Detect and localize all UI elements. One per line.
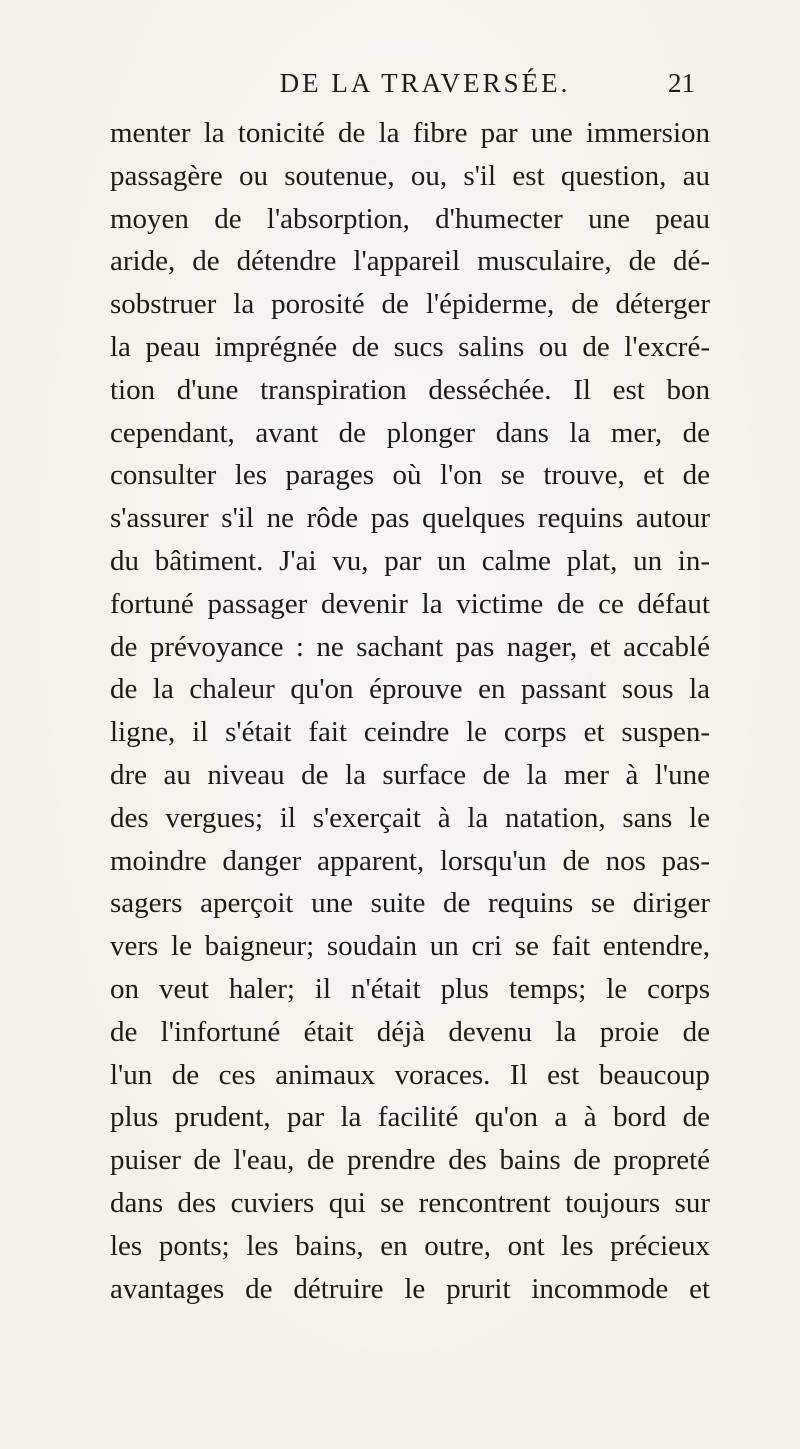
running-head: [155, 62, 695, 102]
text-line: sobstruer la porosité de l'épiderme, de déterger: [110, 288, 710, 321]
text-line: dre au niveau de la surface de la mer à l'une: [110, 758, 710, 791]
text-line: avantages de détruire le prurit incommode et: [110, 1272, 710, 1305]
text-line: l'un de ces animaux voraces. Il est beaucoup: [110, 1058, 710, 1091]
text-line: moindre danger apparent, lorsqu'un de nos pas-: [110, 844, 710, 877]
text-line: s'assurer s'il ne rôde pas quelques requins autour: [110, 502, 710, 535]
text-line: des vergues; il s'exerçait à la natation, sans le: [110, 801, 710, 834]
text-line: on veut haler; il n'était plus temps; le corps: [110, 972, 710, 1005]
text-line: vers le baigneur; soudain un cri se fait entendre,: [110, 930, 710, 963]
text-line: tion d'une transpiration desséchée. Il est bon: [110, 373, 710, 406]
text-line: de l'infortuné était déjà devenu la proie de: [110, 1015, 710, 1048]
text-line: passagère ou soutenue, ou, s'il est question, au: [110, 159, 710, 192]
text-line: la peau imprégnée de sucs salins ou de l'excré-: [110, 330, 710, 363]
text-line: de la chaleur qu'on éprouve en passant sous la: [110, 673, 710, 706]
text-line: moyen de l'absorption, d'humecter une peau: [110, 202, 710, 235]
text-line: cependant, avant de plonger dans la mer, de: [110, 416, 710, 449]
text-line: puiser de l'eau, de prendre des bains de propreté: [110, 1144, 710, 1177]
text-line: fortuné passager devenir la victime de ce défaut: [110, 587, 710, 620]
running-title: DE LA TRAVERSÉE.: [279, 68, 571, 98]
text-line: dans des cuviers qui se rencontrent toujours sur: [110, 1186, 710, 1219]
text-line: les ponts; les bains, en outre, ont les précieux: [110, 1229, 710, 1262]
page-number: 21: [668, 68, 695, 98]
text-line: plus prudent, par la facilité qu'on a à bord de: [110, 1101, 710, 1134]
text-line: menter la tonicité de la fibre par une immersion: [110, 117, 710, 149]
text-line: consulter les parages où l'on se trouve, et de: [110, 459, 710, 492]
body-text: [110, 112, 710, 1310]
text-line: ligne, il s'était fait ceindre le corps et suspen-: [110, 716, 710, 749]
text-line: du bâtiment. J'ai vu, par un calme plat, un in-: [110, 544, 710, 577]
text-line: sagers aperçoit une suite de requins se diriger: [110, 887, 710, 920]
text-line: de prévoyance : ne sachant pas nager, et accablé: [110, 630, 710, 663]
text-line: aride, de détendre l'appareil musculaire, de dé-: [110, 245, 710, 278]
